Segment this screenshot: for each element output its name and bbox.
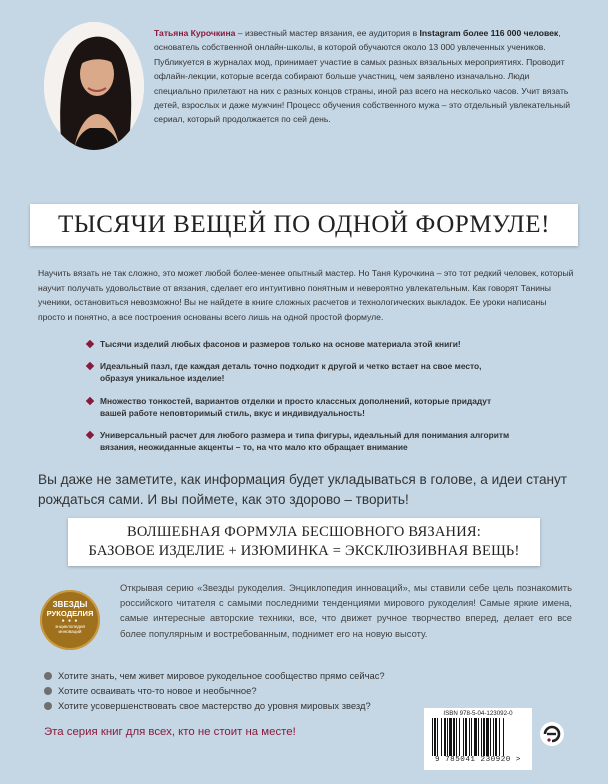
feature-item [100,338,510,350]
series-badge-line-2: РУКОДЕЛИЯ [46,609,94,618]
series-badge-line-1: ЗВЕЗДЫ [52,600,88,609]
feature-text: Тысячи изделий любых фасонов и размеров только на основе материала этой книги! [100,339,461,349]
barcode-image [429,718,527,756]
author-instagram: Instagram более 116 000 [419,28,522,38]
feature-text: Идеальный пазл, где каждая деталь точно подходит к другой и четко встает на свое место, образуя уникальное изделие! [100,361,482,384]
headline-box [30,204,578,246]
formula-box [68,518,540,566]
diamond-bullet-icon [86,362,94,370]
author-photo [44,22,144,150]
formula-line-1: ВОЛШЕБНАЯ ФОРМУЛА БЕСШОВНОГО ВЯЗАНИЯ: [126,524,481,540]
series-badge-stars: ● ● ● [61,618,79,624]
feature-item [100,360,510,384]
author-bio-part-2: человек [521,28,559,38]
diamond-bullet-icon [86,396,94,404]
circle-bullet-icon [44,672,52,680]
isbn-number: ISBN 978-5-04-123092-0 [443,710,513,717]
barcode-digits: 9 785041 230920 > [435,756,521,764]
circle-bullet-icon [44,702,52,710]
author-name: Татьяна Курочкина [154,28,236,38]
formula-line-2: БАЗОВОЕ ИЗДЕЛИЕ + ИЗЮМИНКА = ЭКСКЛЮЗИВНАЯ ВЕЩЬ! [88,543,520,559]
series-badge [40,590,100,650]
question-item [44,698,444,713]
question-item [44,683,444,698]
series-badge-line-3: энциклопедия [54,624,86,629]
series-slogan: Эта серия книг для всех, кто не стоит на месте! [44,726,296,738]
intro-paragraph: Научить вязать не так сложно, это может любой более-менее опытный мастер. Но Таня Курочкина – это тот редкий человек, который научит получать удовольствие от вязания, сделает его интуитивно понятным и невероятно увлекательным. Как говорят Танины ученики, остановиться невозможно! Вы не найдете в книге сложных расчетов и технологических выкладок. Ее уроки написаны просто и понятно, а все построения основаны всего лишь на одной простой формуле. [38,268,574,322]
diamond-bullet-icon [86,340,94,348]
author-bio-part-3: , основатель собственной онлайн-школы, в которой обучаются около 13 000 увлеченных учеников. Публикуется в журналах мод, принимает участие в самых разных вязальных мероприятиях. Проводит офлайн-лекции, которые всегда собирают больше участниц, чем заявлено изначально. Люди специально прилетают на них с разных концов страны, иной раз всего на несколько часов. Учит вязать детей, взрослых и даже мужчин! Процесс обучения собственного мужа – это отдельный увлекательный сериал, который продолжается по сей день. [154,28,571,125]
author-portrait-image [44,22,144,150]
feature-text: Универсальный расчет для любого размера и типа фигуры, идеальный для понимания алгоритм вязания, неожиданные акценты – то, на что мало кто обращает внимание [100,430,510,453]
headline: ТЫСЯЧИ ВЕЩЕЙ ПО ОДНОЙ ФОРМУЛЕ! [57,211,551,238]
question-list [44,668,444,714]
circle-bullet-icon [44,687,52,695]
publisher-logo-image [540,722,564,746]
highlight-paragraph: Вы даже не заметите, как информация будет укладываться в голове, а идеи станут рождаться сами. И вы поймете, как это здорово – творить! [38,472,568,507]
question-text: Хотите знать, чем живет мировое рукодельное сообщество прямо сейчас? [58,670,385,681]
series-description: Открывая серию «Звезды рукоделия. Энциклопедия инноваций», мы ставили себе цель познакомить российского читателя с самыми последними тенденциями мирового рукоделия! Самые яркие имена, самые интересные авторские техники, все, что движет ручное творчество вперед, делает его все более популярным и востребованным, поднимет его на новую высоту. [120,582,572,639]
feature-list [100,338,510,463]
eksmo-logo-icon [540,722,564,746]
author-bio-part-1: – известный мастер вязания, ее аудитория в [235,28,420,38]
question-text: Хотите осваивать что-то новое и необычное? [58,685,257,697]
question-item [44,668,444,683]
author-bio [154,26,572,127]
feature-item [100,429,510,453]
barcode-box [424,708,532,770]
feature-text: Множество тонкостей, вариантов отделки и просто классных дополнений, которые придадут вашей работе неповторимый стиль, вкус и индивидуальность! [100,395,492,418]
series-badge-line-4: инноваций [58,629,82,635]
feature-item [100,395,510,419]
question-text: Хотите усовершенствовать свое мастерство до уровня мировых звезд? [58,700,371,712]
diamond-bullet-icon [86,431,94,439]
